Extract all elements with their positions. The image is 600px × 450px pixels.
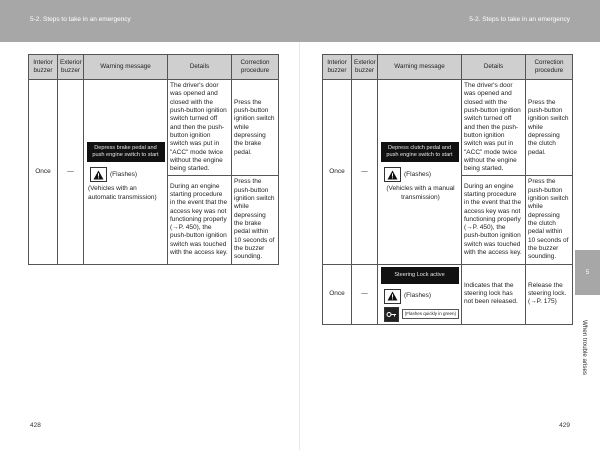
warning-triangle-icon [384,289,401,304]
table-row [323,264,573,324]
exterior-buzzer-cell: — [58,80,84,265]
right-header-title: 5-2. Steps to take in an emergency [469,16,570,23]
warning-message-cell [378,264,462,324]
vehicle-note: (Vehicles with a manual transmission) [386,185,455,201]
warning-triangle-icon [90,167,107,182]
vehicle-note: (Vehicles with an automatic transmission) [88,185,157,201]
interior-buzzer-cell: Once [29,80,58,265]
correction-cell: Press the push-button ignition switch while depressing the brake pedal within 10 seconds of the buzzer sounding. [232,176,279,264]
col-exterior-buzzer: Exterior buzzer [58,55,84,80]
flash-color-note: (Flashes quickly in green) [402,309,459,319]
lcd-message: Depress brake pedal and push engine switch to start [87,142,165,163]
col-details: Details [462,55,526,80]
table-row [29,80,279,176]
details-cell: During an engine starting procedure in the event that the access key was not functioning properly (→P. 450), the push-button ignition switch was touched with the access key. [462,176,526,264]
left-warning-table [28,54,279,265]
col-exterior-buzzer: Exterior buzzer [352,55,378,80]
flashes-label: (Flashes) [110,170,138,178]
left-header-bar [0,0,300,42]
chapter-tab: 5 [575,250,600,295]
lcd-message: Steering Lock active [381,267,459,284]
details-cell: The driver's door was opened and closed with the push-button ignition switch turned off and then the push-button ignition switch was put in "ACC" mode twice without the engine being started. [168,80,232,176]
col-correction: Correction procedure [232,55,279,80]
right-header-bar [300,0,600,42]
interior-buzzer-cell: Once [323,80,352,265]
details-cell: The driver's door was opened and closed with the push-button ignition switch turned off and then the push-button ignition switch was put in "ACC" mode twice without the engine being started. [462,80,526,176]
warning-triangle-icon [384,167,401,182]
right-page [300,0,600,450]
col-interior-buzzer: Interior buzzer [323,55,352,80]
col-details: Details [168,55,232,80]
correction-cell: Press the push-button ignition switch while depressing the brake pedal. [232,80,279,176]
exterior-buzzer-cell: — [352,264,378,324]
key-indicator-icon [384,307,399,322]
right-page-number: 429 [559,422,570,429]
table-header-row [29,55,279,80]
flashes-label: (Flashes) [404,170,432,178]
exterior-buzzer-cell: — [352,80,378,265]
chapter-side-title: When trouble arises [581,320,588,376]
col-warning-message: Warning message [84,55,168,80]
interior-buzzer-cell: Once [323,264,352,324]
warning-message-cell [378,80,462,265]
table-header-row [323,55,573,80]
lcd-message: Depress clutch pedal and push engine switch to start [381,142,459,163]
correction-cell: Press the push-button ignition switch while depressing the clutch pedal within 10 seconds of the buzzer sounding. [526,176,573,264]
details-cell: During an engine starting procedure in the event that the access key was not functioning properly (→P. 450), the push-button ignition switch was touched with the access key. [168,176,232,264]
right-warning-table [322,54,573,325]
table-row [323,80,573,176]
col-warning-message: Warning message [378,55,462,80]
correction-cell: Press the push-button ignition switch while depressing the clutch pedal. [526,80,573,176]
correction-cell: Release the steering lock. (→P. 175) [526,264,573,324]
details-cell: Indicates that the steering lock has not been released. [462,264,526,324]
col-correction: Correction procedure [526,55,573,80]
col-interior-buzzer: Interior buzzer [29,55,58,80]
flashes-label: (Flashes) [404,292,432,300]
left-header-title: 5-2. Steps to take in an emergency [30,16,131,23]
left-page-number: 428 [30,422,41,429]
warning-message-cell [84,80,168,265]
